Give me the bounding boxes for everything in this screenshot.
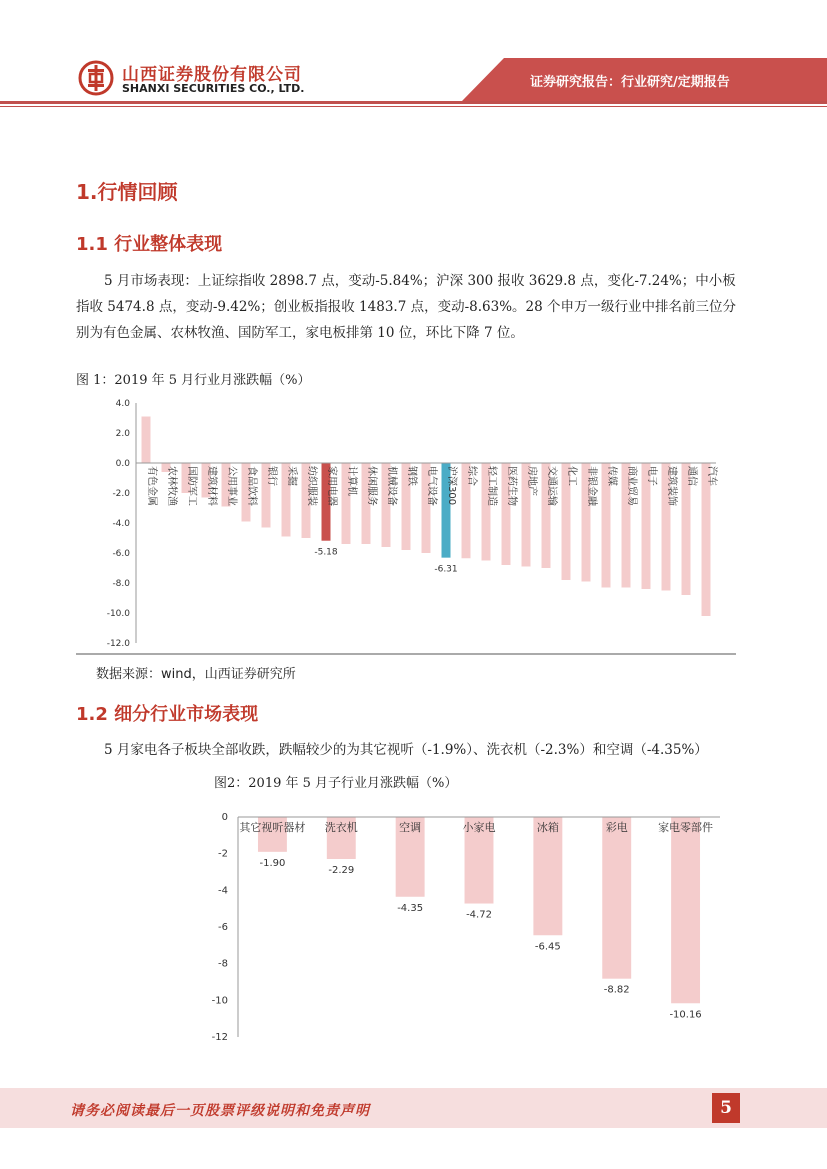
- category-label: 沪深300: [446, 466, 457, 506]
- figure-2-caption: 图2：2019 年 5 月子行业月涨跌幅（%）: [214, 776, 458, 791]
- y-tick-label: -8.0: [112, 579, 130, 589]
- data-label: -4.35: [397, 902, 424, 914]
- category-label: 建筑装饰: [666, 466, 677, 506]
- category-label: 电子: [646, 466, 657, 486]
- market-summary-paragraph: 5 月市场表现：上证综指收 2898.7 点，变动-5.84%；沪深 300 报收 3629.8 点，变化-7.24%；中小板指收 5474.8 点，变动-9.42%；创业板指报收 1483.7 点，变动-8.63%。28 个申万一级行业中排名前三位分别为有色金属、农林牧渔、国防军工，家电板排第 10 位，环比下降 7 位。: [76, 273, 737, 341]
- data-label: -4.72: [466, 909, 492, 921]
- category-label: 食品饮料: [246, 466, 257, 506]
- category-label: 传媒: [606, 466, 617, 486]
- y-tick-label: -12.0: [106, 639, 130, 649]
- data-label: -1.90: [259, 857, 286, 869]
- subsector-monthly-change-chart: [200, 805, 730, 1045]
- category-label: 小家电: [462, 821, 496, 834]
- report-type: 证券研究报告：行业研究/定期报告: [530, 75, 730, 90]
- section-title: 1.行情回顾: [76, 180, 178, 204]
- category-label: 采掘: [286, 466, 297, 486]
- category-label: 其它视听器材: [239, 821, 306, 834]
- category-label: 农林牧渔: [166, 466, 177, 506]
- page-header: [0, 0, 827, 110]
- bar: [533, 817, 562, 935]
- data-source: 数据来源：wind，山西证券研究所: [96, 667, 296, 682]
- bar: [142, 417, 151, 464]
- category-label: 空调: [399, 821, 422, 834]
- y-tick-label: -4.0: [112, 519, 130, 529]
- category-label: 商业贸易: [626, 466, 637, 506]
- header-divider-thin: [0, 106, 827, 107]
- data-label: -6.45: [534, 941, 561, 953]
- category-label: 建筑材料: [206, 466, 217, 506]
- industry-monthly-change-chart: [76, 388, 746, 658]
- bar: [671, 817, 700, 1003]
- category-label: 银行: [266, 466, 277, 486]
- category-label: 家电零部件: [658, 821, 714, 834]
- data-label: -2.29: [328, 864, 355, 876]
- category-label: 医药生物: [506, 466, 517, 506]
- subsection-title-1-2: 1.2 细分行业市场表现: [76, 704, 259, 725]
- y-tick-label: -2: [218, 848, 228, 860]
- category-label: 国防军工: [186, 466, 197, 506]
- category-label: 机械设备: [386, 466, 397, 506]
- footer-disclaimer: 请务必阅读最后一页股票评级说明和免责声明: [70, 1103, 370, 1119]
- category-label: 通信: [686, 466, 697, 486]
- y-tick-label: -12: [211, 1032, 228, 1043]
- category-label: 非银金融: [586, 466, 597, 506]
- y-tick-label: -8: [218, 958, 228, 970]
- category-label: 汽车: [706, 466, 717, 486]
- y-tick-label: -6: [218, 922, 228, 933]
- category-label: 冰箱: [536, 821, 559, 834]
- y-tick-label: 0: [221, 812, 228, 823]
- company-logo-icon: [78, 60, 114, 96]
- category-label: 化工: [566, 466, 577, 486]
- category-label: 洗衣机: [324, 821, 358, 834]
- subsector-summary-paragraph: 5 月家电各子板块全部收跌，跌幅较少的为其它视听（-1.9%）、洗衣机（-2.3%）和空调（-4.35%）: [104, 742, 708, 758]
- data-label: -10.16: [669, 1009, 702, 1021]
- figure-1-caption: 图 1：2019 年 5 月行业月涨跌幅（%）: [76, 373, 311, 388]
- category-label: 交通运输: [546, 466, 557, 506]
- bar: [602, 817, 631, 979]
- category-label: 纺织服装: [306, 466, 317, 506]
- y-tick-label: -10: [211, 995, 228, 1007]
- category-label: 计算机: [346, 466, 357, 496]
- category-label: 休闲服务: [366, 466, 377, 506]
- data-label: -5.18: [314, 547, 338, 558]
- y-tick-label: 2.0: [115, 429, 130, 439]
- category-label: 综合: [466, 466, 477, 486]
- category-label: 公用事业: [226, 466, 237, 506]
- category-label: 彩电: [605, 821, 628, 834]
- category-label: 电气设备: [426, 466, 437, 506]
- y-tick-label: -4: [218, 885, 228, 897]
- company-name-cn: 山西证券股份有限公司: [122, 65, 302, 85]
- category-label: 钢铁: [406, 466, 417, 486]
- category-label: 房地产: [526, 466, 537, 496]
- subsection-title-1-1: 1.1 行业整体表现: [76, 234, 223, 255]
- category-label: 有色金属: [146, 466, 157, 506]
- y-tick-label: -2.0: [112, 489, 130, 499]
- category-label: 轻工制造: [486, 466, 497, 506]
- data-label: -6.31: [434, 564, 458, 575]
- y-tick-label: -6.0: [112, 549, 130, 559]
- page-number: 5: [712, 1093, 740, 1123]
- y-tick-label: -10.0: [106, 609, 130, 619]
- data-label: -8.82: [603, 984, 630, 996]
- header-divider: [0, 101, 827, 104]
- y-tick-label: 0.0: [115, 459, 130, 469]
- company-name-en: SHANXI SECURITIES CO., LTD.: [122, 82, 305, 95]
- category-label: 家用电器: [326, 466, 337, 506]
- y-tick-label: 4.0: [115, 399, 130, 409]
